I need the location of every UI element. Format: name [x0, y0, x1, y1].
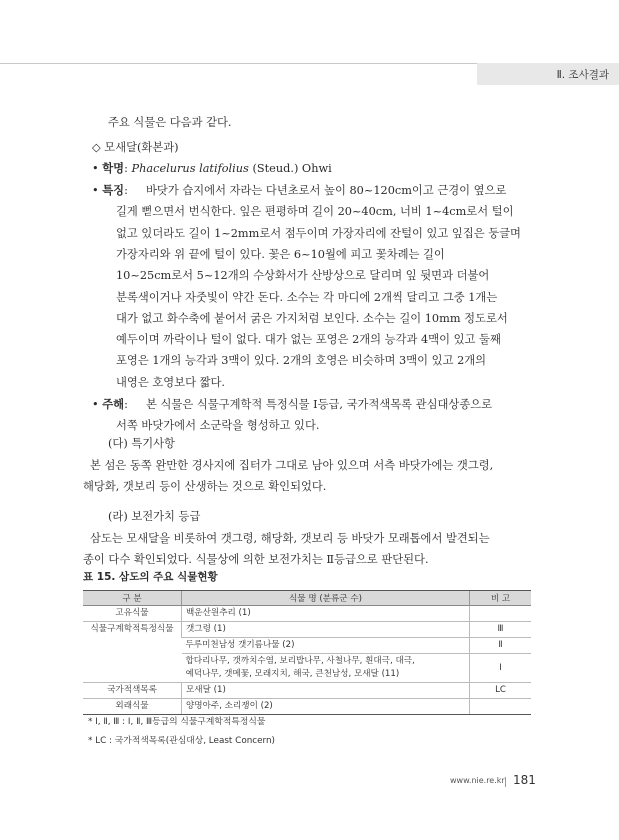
sci-name-sep: :	[124, 162, 128, 175]
table-note-1: * Ⅰ, Ⅱ, Ⅲ : Ⅰ, Ⅱ, Ⅲ등급의 식물구계학적특정식물	[88, 717, 266, 727]
intro-text: 주요 식물은 다음과 같다.	[108, 116, 232, 129]
row-plants: 갯그령 (1)	[182, 622, 470, 638]
special-heading: (다) 특기사항	[108, 437, 175, 450]
feature-lines-line: 분록색이거나 자줏빛이 약간 돈다. 소수는 각 마디에 2개씩 달리고 그중 1개는	[116, 290, 498, 304]
table-title: 표 15. 삼도의 주요 식물현황	[83, 571, 218, 583]
note-lines-line: 서쪽 바닷가에서 소군락을 형성하고 있다.	[116, 419, 320, 433]
header-category: 구 분	[83, 591, 182, 606]
feature-lines-line: 대가 없고 화수축에 붙어서 굵은 가지처럼 보인다. 소수는 길이 10mm 정도로서	[116, 311, 508, 325]
header-remarks: 비 고	[470, 591, 532, 606]
row-plants	[182, 654, 470, 683]
table-row	[83, 683, 531, 699]
row-remarks: Ⅲ	[470, 622, 532, 638]
row-plants: 두루미천남성 갯기름나물 (2)	[182, 638, 470, 654]
header-plants: 식물 명 (분류군 수)	[182, 591, 470, 606]
note-label: 주해	[102, 398, 125, 411]
row-plants: 양명아주, 소리쟁이 (2)	[182, 699, 470, 715]
bullet: •	[92, 162, 99, 175]
sci-name-line	[92, 158, 332, 179]
row-remarks	[470, 699, 532, 715]
feature-lines-line: 가장자리와 위 끝에 털이 있다. 꽃은 6~10월에 피고 꽃차례는 길이	[116, 247, 445, 261]
bullet: •	[92, 184, 99, 197]
row-category: 식물구계학적특정식물	[83, 622, 182, 683]
sci-name-label: 학명	[102, 162, 125, 175]
row-remarks	[470, 606, 532, 622]
feature-lines-line: 예두이며 까락이나 털이 없다. 대가 없는 포영은 2개의 능각과 4맥이 있고 둘째	[116, 333, 501, 347]
table-row	[83, 699, 531, 715]
note-label-line: • 주해:	[92, 398, 128, 411]
row-category: 국가적색목록	[83, 683, 182, 699]
feature-label: 특징	[102, 184, 125, 197]
note-lines-line: 본 식물은 식물구계학적 특정식물 Ⅰ등급, 국가적색목록 관심대상종으로	[146, 398, 493, 411]
plant-table	[83, 590, 531, 715]
footer-url: www.nie.re.kr	[450, 776, 505, 785]
feature-lines-line: 없고 있더라도 길이 1~2mm로서 점두이며 가장자리에 잔털이 있고 잎집은 둥글며	[116, 226, 521, 240]
table-row	[83, 622, 531, 638]
row-category: 고유식물	[83, 606, 182, 622]
bullet: •	[92, 398, 99, 411]
table-header-row	[83, 591, 531, 606]
page-number: 181	[513, 773, 536, 787]
plant-heading: ◇ 모새달(화본과)	[92, 141, 179, 154]
row-remarks: Ⅱ	[470, 638, 532, 654]
section-title: Ⅱ. 조사결과	[556, 69, 609, 81]
special-line-1: 본 섬은 동쪽 완만한 경사지에 집터가 그대로 남아 있으며 서측 바닷가에는 갯그령,	[90, 459, 494, 472]
feature-label-line: • 특징:	[92, 184, 128, 197]
feature-lines-line: 길게 뻗으면서 번식한다. 잎은 편평하며 길이 20~40cm, 너비 1~4cm로서 털이	[116, 205, 514, 219]
value-heading: (라) 보전가치 등급	[108, 510, 201, 523]
table-row	[83, 606, 531, 622]
row-plants: 백운산원추리 (1)	[182, 606, 470, 622]
feature-lines-line: 10~25cm로서 5~12개의 수상화서가 산방상으로 달리며 잎 뒷면과 더불어	[116, 269, 490, 283]
feature-lines-line: 내영은 호영보다 짧다.	[116, 375, 225, 389]
row-plants-line-1: 합다리나무, 갯까치수염, 보리밥나무, 사철나무, 흰대극, 대극,	[185, 656, 415, 666]
value-line-2: 종이 다수 확인되었다. 식물상에 의한 보전가치는 Ⅱ등급으로 판단된다.	[83, 553, 429, 566]
footer-divider	[505, 777, 506, 787]
feature-lines-line: 바닷가 습지에서 자라는 다년초로서 높이 80~120cm이고 근경이 옆으로	[146, 184, 507, 197]
value-line-1: 삼도는 모새달을 비롯하여 갯그령, 해당화, 갯보리 등 바닷가 모래톱에서 발견되는	[90, 532, 490, 545]
feature-lines-line: 포영은 1개의 능각과 3맥이 있다. 2개의 호영은 비슷하며 3맥이 있고 2개의	[116, 354, 487, 368]
sci-name: Phacelurus latifolius	[131, 162, 249, 175]
row-remarks: LC	[470, 683, 532, 699]
row-category: 외래식물	[83, 699, 182, 715]
row-remarks: Ⅰ	[470, 654, 532, 683]
row-plants: 모새달 (1)	[182, 683, 470, 699]
special-line-2: 해당화, 갯보리 등이 산생하는 것으로 확인되었다.	[83, 480, 327, 493]
table-note-2: * LC : 국가적색목록(관심대상, Least Concern)	[88, 736, 275, 746]
sci-author: (Steud.) Ohwi	[252, 162, 332, 175]
row-plants-line-2: 예덕나무, 갯메꽃, 모래지치, 해국, 큰천남성, 모새달 (11)	[185, 669, 400, 679]
